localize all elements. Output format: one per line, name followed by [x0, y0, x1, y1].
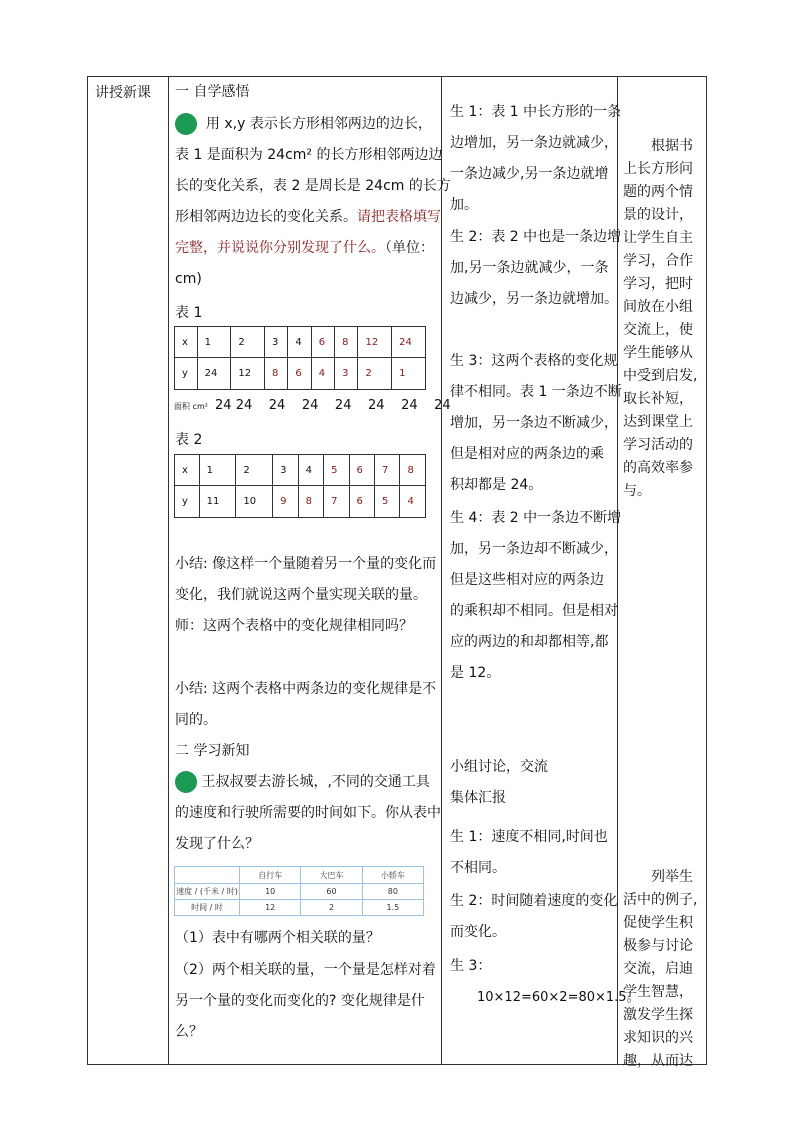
- student-2-answer: 生 2：表 2 中也是一条边增 加,另一条边就减少，一条 边减少，另一条边就增加。: [450, 229, 622, 307]
- section2-paragraph: 王叔叔要去游长城，,不同的交通工具 的速度和行驶所需要的时间如下。你从表中 发现了什么？: [175, 767, 441, 860]
- green-dot-icon: [175, 113, 197, 135]
- question-1: （1）表中有哪两个相关联的量？: [175, 930, 380, 946]
- area-label: 面积 cm²: [174, 402, 208, 411]
- design-note-2: 列举生 活中的例子, 促使学生积 极参与讨论 交流，启迪 学生智慧， 激发学生探 求知识的兴 趣，从而达: [623, 869, 698, 1069]
- column-divider: [168, 77, 169, 1064]
- table1: x 1 2 3 4 6 8 12 24 y 24 12 8 6 4 3 2 1: [174, 326, 426, 390]
- group-answer-2: 生 2：时间随着速度的变化 而变化。: [450, 893, 618, 940]
- summary-1: 小结: 像这样一个量随着另一个量的变化而 变化，我们就说这两个量实现关联的量。 师：这两个表格中的变化规律相同吗？: [175, 549, 436, 642]
- table2: x 1 2 3 4 5 6 7 8 y 11 10 9 8 7 6 5 4: [174, 454, 426, 518]
- student-4-answer: 生 4：表 2 中一条边不断增 加，另一条边却不断减少， 但是这些相对应的两条边 的乘积却不相同。但是相对 应的两边的和却都相等,都 是 12。: [450, 510, 622, 681]
- teacher-question: 师：这两个表格中的变化规律相同吗？: [175, 618, 413, 634]
- transport-table: 自行车 大巴车 小轿车 速度 / (千米 / 时) 10 60 80 时间 / 时 12 2 1.5: [174, 866, 424, 916]
- area-values: 24 24 24 24 24 24 24 24: [215, 398, 451, 413]
- group-answer-3: 生 3：: [450, 958, 492, 974]
- section-label: 讲授新课: [95, 85, 151, 101]
- table1-caption: 表 1: [175, 305, 203, 321]
- column-divider: [441, 77, 442, 1064]
- summary-2: 小结: 这两个表格中两条边的变化规律是不 同的。: [175, 681, 437, 728]
- design-note-1: 根据书 上长方形问 题的两个情 景的设计， 让学生自主 学习，合作 学习，把时 间放在小组 交流上，使 学生能够从 中受到启发, 取长补短， 达到课堂上 学习活动的 的高效率参 与。: [623, 138, 698, 499]
- question-2: （2）两个相关联的量，一个量是怎样对着 另一个量的变化而变化的? 变化规律是什 么？: [175, 962, 436, 1040]
- section1-heading: 一 自学感悟: [175, 84, 250, 100]
- group-answer-1: 生 1：速度不相同,时间也 不相同。: [450, 829, 608, 876]
- group-discussion: 小组讨论，交流 集体汇报: [450, 759, 548, 806]
- section1-paragraph: 用 x,y 表示长方形相邻两边的边长， 表 1 是面积为 24cm² 的长方形相邻两边边 长的变化关系，表 2 是周长是 24cm 的长方 形相邻两边边长的变化关系。请把表格填写 完整，并说说你分别发现了什么。（单位： cm): [175, 109, 437, 295]
- student-1-answer: 生 1：表 1 中长方形的一条 边增加，另一条边就减少， 一条边减少,另一条边就增 加。: [450, 104, 622, 213]
- table2-caption: 表 2: [175, 432, 203, 448]
- section2-heading: 二 学习新知: [175, 743, 250, 759]
- green-dot-icon: [175, 771, 197, 793]
- student-3-answer: 生 3：这两个表格的变化规 律不相同。表 1 一条边不断 增加，另一条边不断减少， 但是相对应的两条边的乘 积却都是 24。: [450, 353, 622, 493]
- formula: 10×12=60×2=80×1.5。: [477, 990, 640, 1005]
